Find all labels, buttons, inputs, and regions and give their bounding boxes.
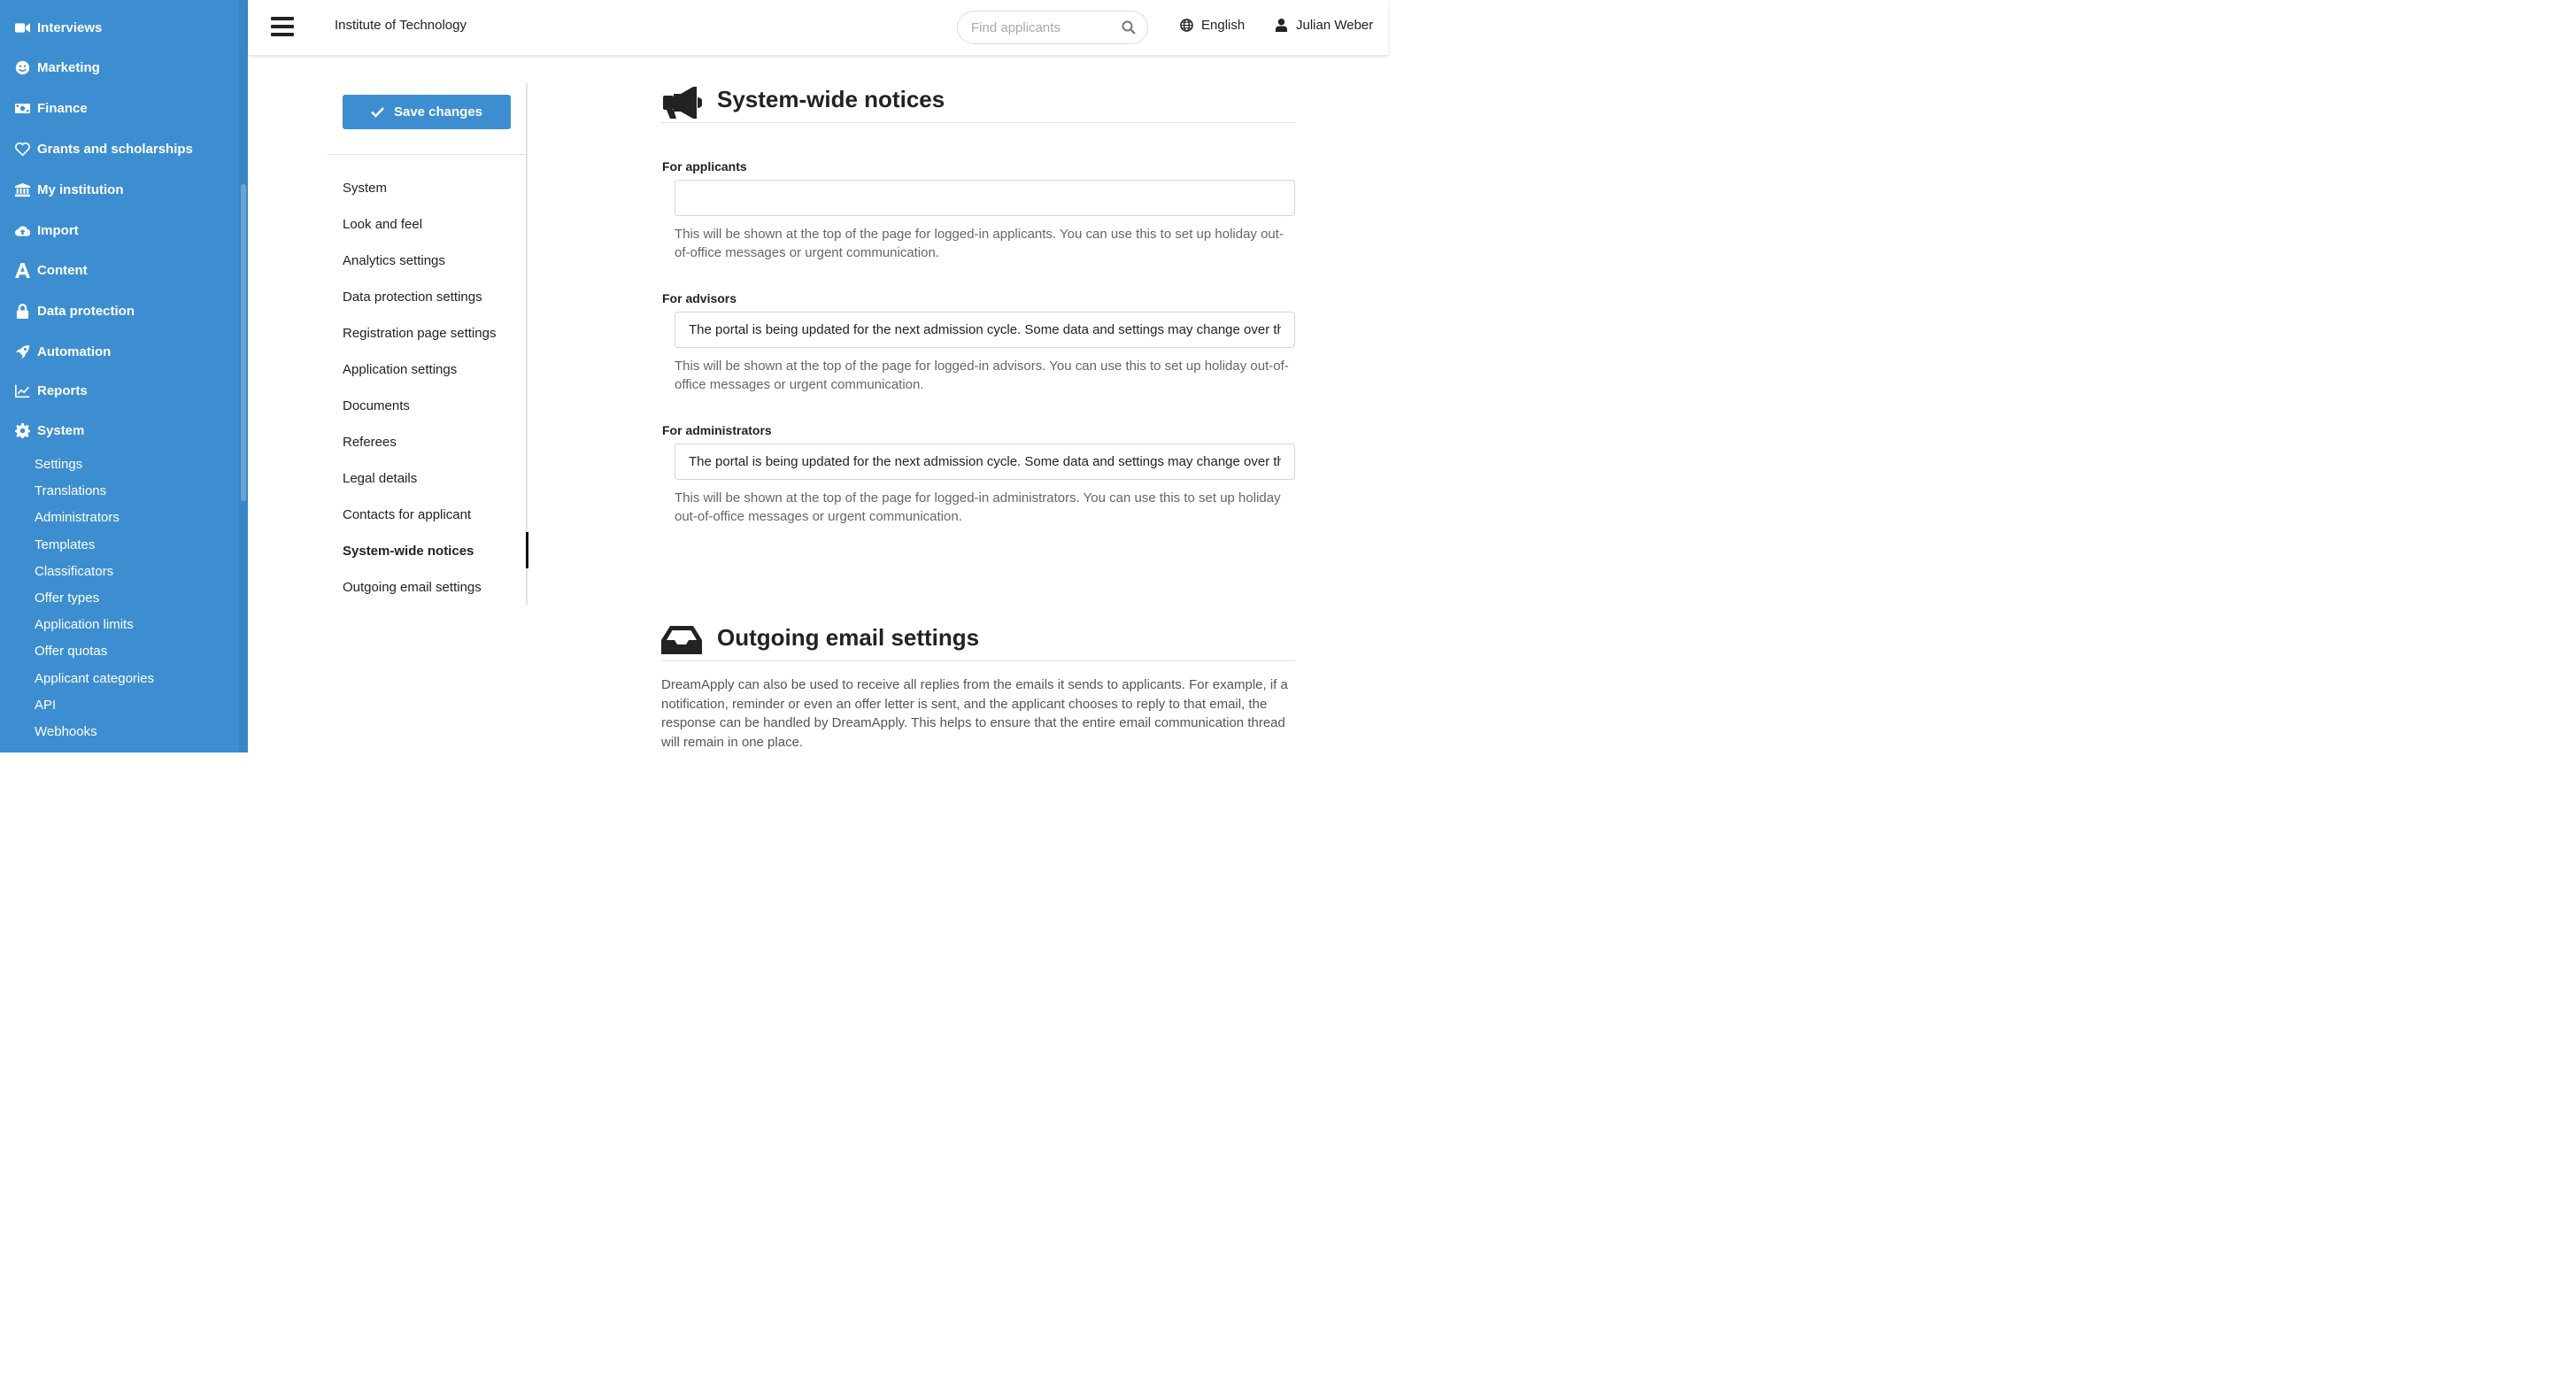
advisors-notice-label: For advisors [662,291,737,305]
sidebar-item-label: Interviews [37,19,103,35]
administrators-notice-input[interactable] [675,444,1295,480]
advisors-notice-input[interactable] [675,312,1295,348]
top-header [248,0,1388,55]
sidebar-item-grants[interactable] [14,135,193,162]
lock-icon [14,303,30,319]
globe-icon [1180,19,1193,32]
email-section-description: DreamApply can also be used to receive all replies from the emails it sends to applicants. For example, if a notification, reminder or even an offer letter is sent, and the applicant chooses to reply to that email, the response can be handled by DreamApply. This helps to ensure that the entire email communication thread will remain in one place. [661,677,1288,750]
administrators-notice-label: For administrators [662,423,772,437]
sidebar-item-label: Import [37,222,79,238]
sidebar [0,0,248,753]
subnav-item-referees[interactable]: Referees [343,434,397,450]
sidebar-subitem-administrators[interactable]: Administrators [35,509,120,525]
sidebar-item-import[interactable] [14,217,79,243]
search-icon[interactable] [1122,20,1136,35]
subnav-item-contacts-for-applicant[interactable]: Contacts for applicant [343,506,472,522]
money-bill-icon [14,100,30,116]
sidebar-item-label: Finance [37,100,88,116]
user-icon [1275,19,1288,32]
sidebar-item-data-protection[interactable] [14,297,135,324]
checkmark-icon [371,106,384,118]
megaphone-icon [661,85,702,120]
smiley-icon [14,59,30,75]
sidebar-subitem-applicant-categories[interactable]: Applicant categories [35,670,155,686]
sidebar-item-label: Reports [37,382,88,398]
subnav-vertical-rule [526,83,528,605]
language-selector[interactable] [1180,18,1245,33]
subnav-item-system[interactable]: System [343,180,388,196]
subnav-item-analytics-settings[interactable]: Analytics settings [343,252,445,268]
sidebar-item-label: Content [37,262,88,278]
subnav-item-legal-details[interactable]: Legal details [343,470,418,486]
subnav-item-registration-page-settings[interactable]: Registration page settings [343,325,497,341]
applicants-notice-help: This will be shown at the top of the page for logged-in applicants. You can use this to set up holiday out-of-office messages or urgent communication. [675,227,1284,260]
user-menu[interactable] [1275,18,1373,33]
heart-icon [14,141,30,157]
sidebar-subitem-webhooks[interactable]: Webhooks [35,723,97,739]
subnav-item-system-wide-notices[interactable]: System-wide notices [343,543,474,559]
subnav-item-data-protection-settings[interactable]: Data protection settings [343,289,482,305]
sidebar-item-label: Marketing [37,59,100,75]
sidebar-subitem-classificators[interactable]: Classificators [35,563,114,579]
notices-section-rule [661,122,1295,123]
subnav-divider [328,154,527,155]
sidebar-subitem-offer-types[interactable]: Offer types [35,590,100,606]
email-section-rule [661,660,1295,661]
advisors-notice-help: This will be shown at the top of the page for logged-in advisors. You can use this to set up holiday out-of-office messages or urgent communication. [675,359,1289,392]
sidebar-item-label: My institution [37,181,124,197]
inbox-tray-icon [661,626,702,654]
sidebar-subitem-templates[interactable]: Templates [35,536,96,552]
sidebar-item-interviews[interactable] [14,14,102,41]
sidebar-subitem-offer-quotas[interactable]: Offer quotas [35,643,108,659]
sidebar-subitem-application-limits[interactable]: Application limits [35,616,134,632]
user-name: Julian Weber [1296,18,1374,33]
institution-name: Institute of Technology [335,18,467,33]
subnav-item-application-settings[interactable]: Application settings [343,361,458,377]
sidebar-item-finance[interactable] [14,95,88,121]
administrators-notice-help: This will be shown at the top of the page for logged-in administrators. You can use this to set up holiday out-of-office messages or urgent communication. [675,490,1281,524]
rocket-icon [14,343,30,359]
university-icon [14,181,30,197]
search-box [957,11,1148,44]
sidebar-item-marketing[interactable] [14,54,100,81]
search-input[interactable] [971,19,1117,36]
video-camera-icon [14,19,30,35]
notices-section-title: System-wide notices [717,86,945,112]
gear-icon [14,422,30,438]
cloud-upload-icon [14,222,30,238]
sidebar-subitem-translations[interactable]: Translations [35,482,107,498]
applicants-notice-input[interactable] [675,180,1295,216]
subnav-item-outgoing-email-settings[interactable]: Outgoing email settings [343,579,482,595]
save-changes-button[interactable] [343,95,511,129]
sidebar-item-system[interactable] [14,417,84,444]
sidebar-item-automation[interactable] [14,338,111,365]
subnav-item-documents[interactable]: Documents [343,397,410,413]
language-label: English [1201,18,1246,33]
sidebar-item-label: Automation [37,343,112,359]
sidebar-subitem-api[interactable]: API [35,697,57,713]
email-section-title: Outgoing email settings [717,624,980,651]
hamburger-menu-icon[interactable] [271,17,294,36]
font-a-icon [14,262,30,278]
subnav-active-indicator [526,532,528,568]
sidebar-item-label: Grants and scholarships [37,141,193,157]
applicants-notice-label: For applicants [662,159,747,174]
sidebar-item-content[interactable] [14,257,88,283]
chart-line-icon [14,382,30,398]
sidebar-item-reports[interactable] [14,377,88,404]
sidebar-item-label: Data protection [37,303,135,319]
subnav-item-look-and-feel[interactable]: Look and feel [343,216,423,232]
sidebar-item-my-institution[interactable] [14,176,124,203]
sidebar-item-label: System [37,422,85,438]
sidebar-subitem-settings[interactable]: Settings [35,456,83,472]
save-button-label: Save changes [393,104,483,120]
sidebar-scrollbar[interactable] [241,184,246,501]
